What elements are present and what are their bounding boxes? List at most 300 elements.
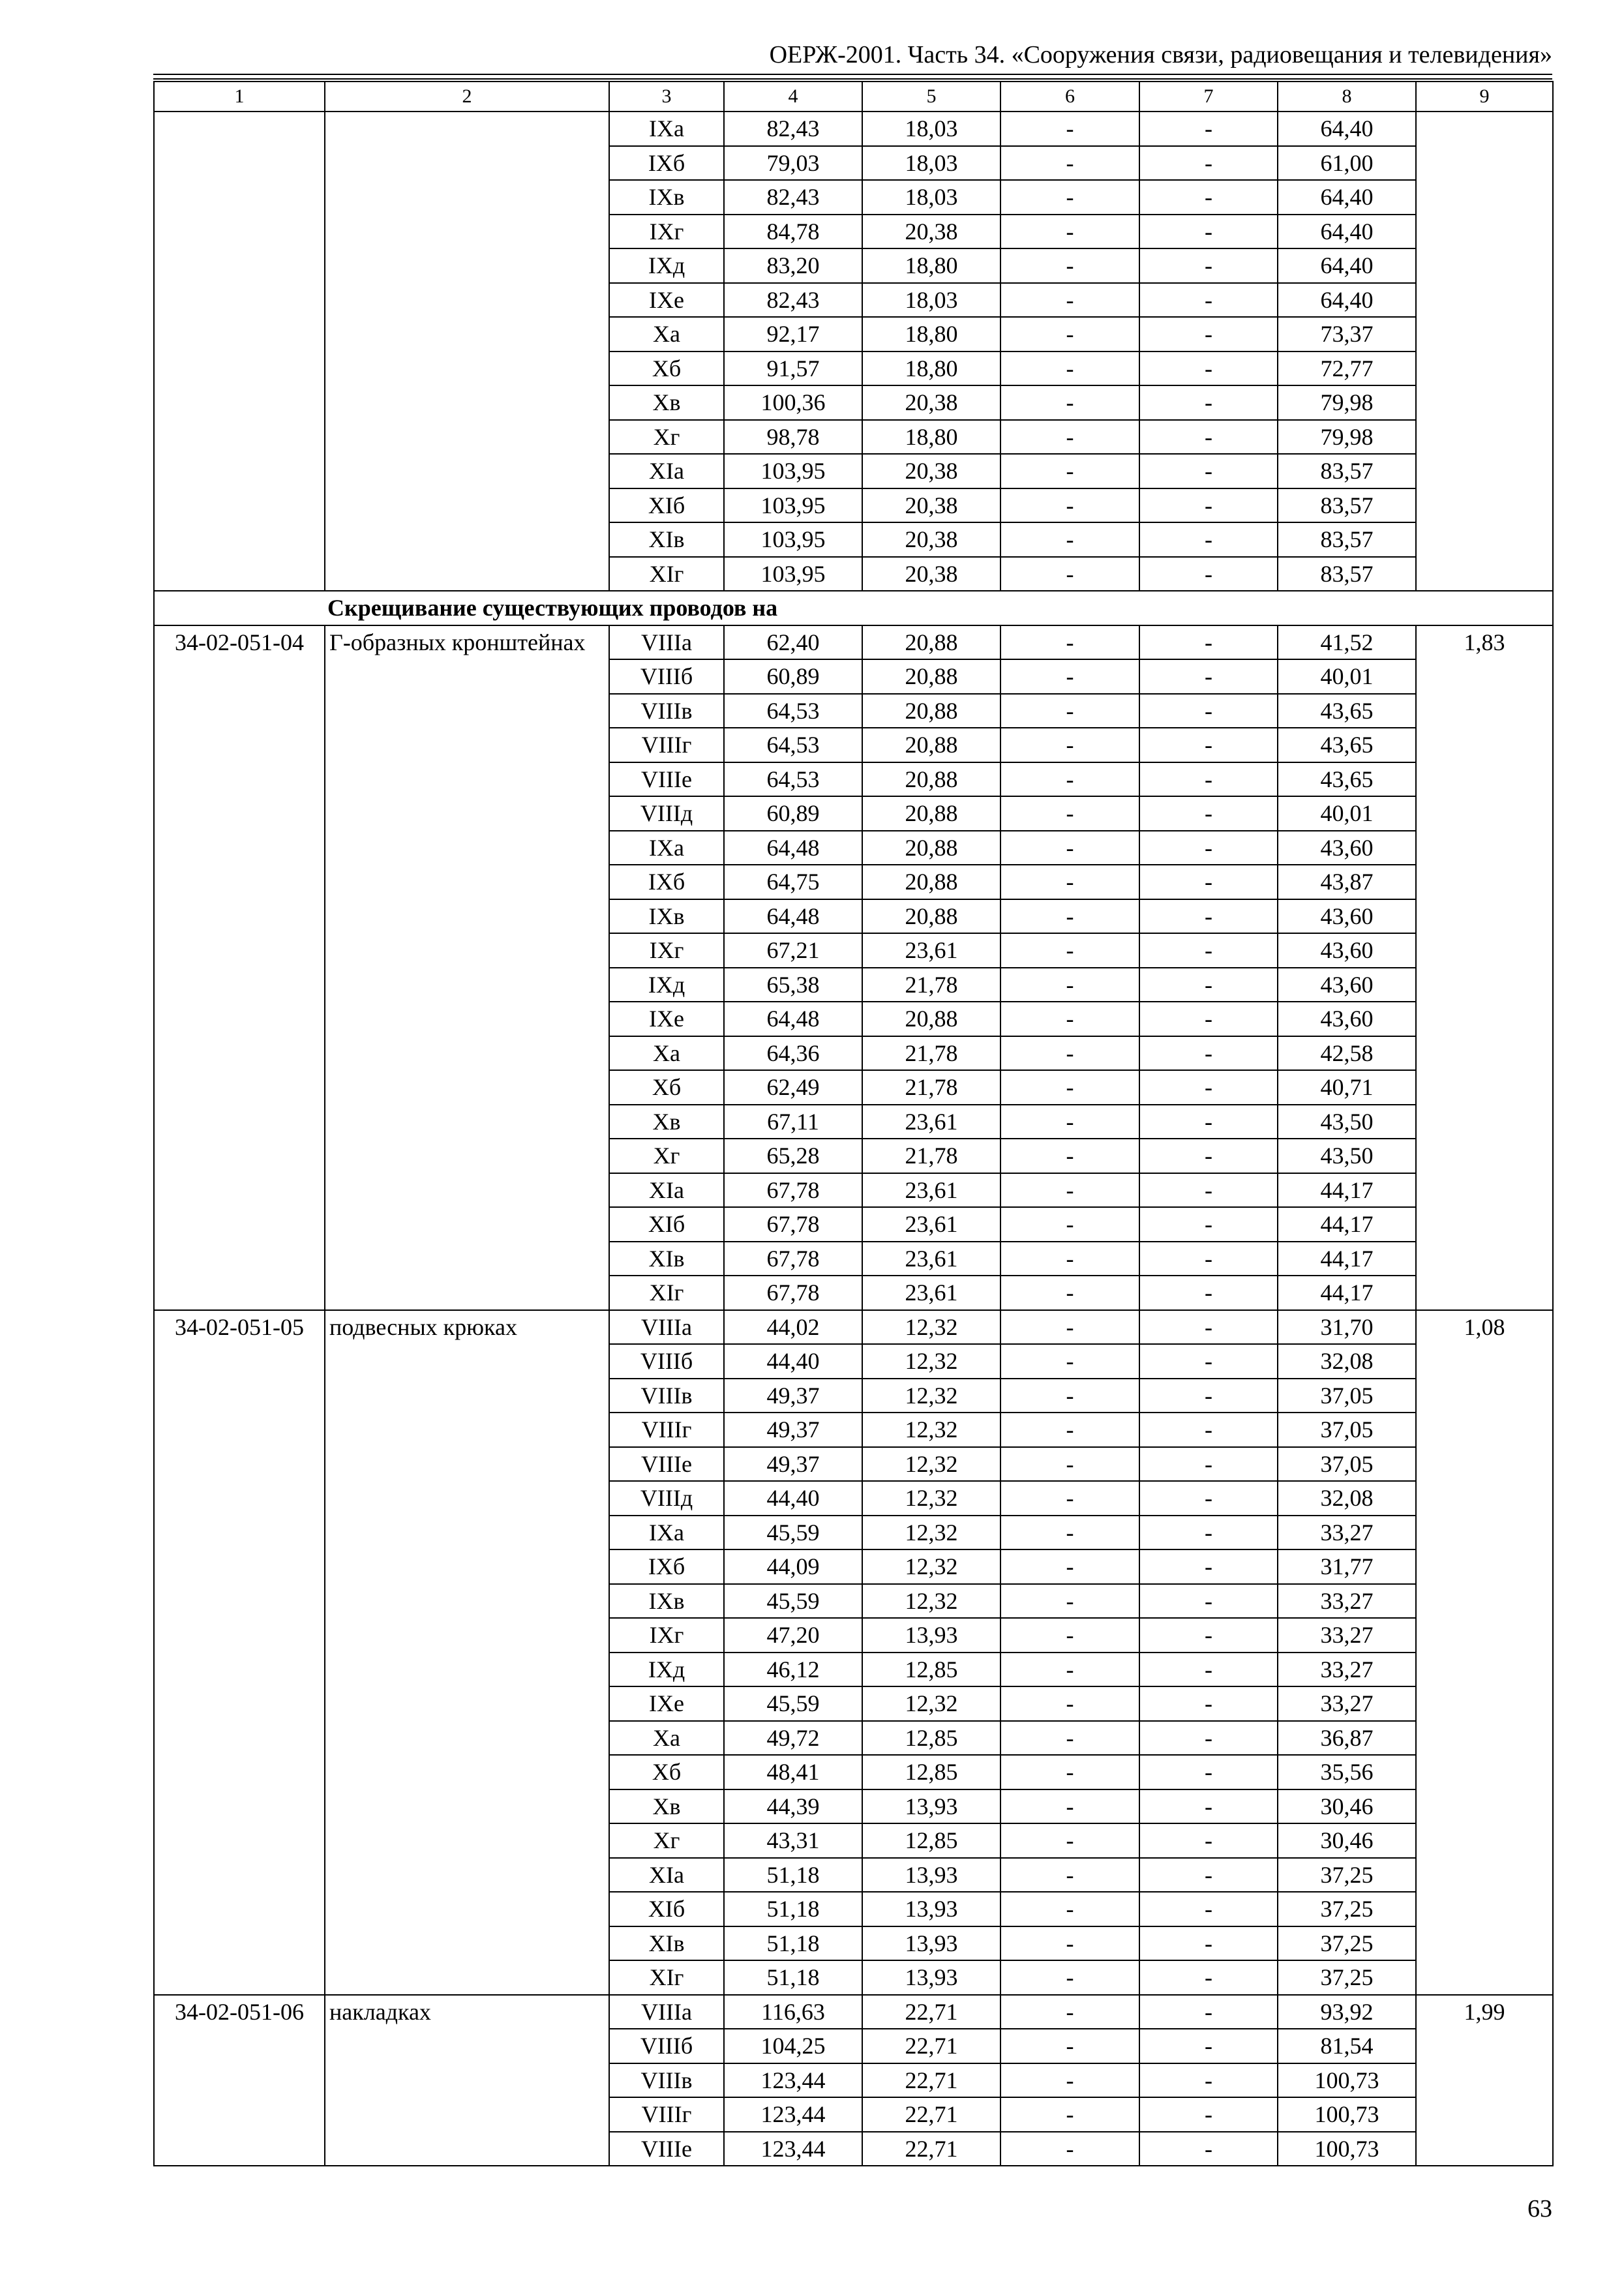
value-cell-col6: - xyxy=(1000,1036,1139,1071)
value-cell-col7: - xyxy=(1139,625,1278,660)
value-cell-col6: - xyxy=(1000,1207,1139,1242)
value-cell-col8: 37,05 xyxy=(1278,1379,1416,1413)
value-cell-col6: - xyxy=(1000,1447,1139,1482)
value-cell-col7: - xyxy=(1139,352,1278,386)
value-cell-col8: 32,08 xyxy=(1278,1344,1416,1379)
value-cell-col8: 64,40 xyxy=(1278,112,1416,146)
class-cell: IXа xyxy=(609,112,724,146)
value-cell-col5: 20,88 xyxy=(862,899,1000,934)
value-cell-col8: 43,60 xyxy=(1278,831,1416,865)
name-cell: подвесных крюках xyxy=(325,1310,609,1995)
value-cell-col4: 123,44 xyxy=(724,2063,862,2098)
value-cell-col6: - xyxy=(1000,2097,1139,2132)
value-cell-col8: 72,77 xyxy=(1278,352,1416,386)
value-cell-col7: - xyxy=(1139,146,1278,181)
value-cell-col4: 46,12 xyxy=(724,1653,862,1687)
value-cell-col7: - xyxy=(1139,2132,1278,2166)
value-cell-col6: - xyxy=(1000,146,1139,181)
value-cell-col4: 123,44 xyxy=(724,2132,862,2166)
document-title: ОЕРЖ-2001. Часть 34. «Сооружения связи, радиовещания и телевидения» xyxy=(769,41,1552,68)
class-cell: Xв xyxy=(609,385,724,420)
value-cell-col8: 37,25 xyxy=(1278,1858,1416,1893)
code-cell: 34-02-051-06 xyxy=(154,1995,325,2166)
class-cell: VIIIе xyxy=(609,762,724,797)
class-cell: IXв xyxy=(609,1584,724,1619)
value-cell-col5: 20,88 xyxy=(862,762,1000,797)
value-cell-col5: 12,32 xyxy=(862,1344,1000,1379)
value-cell-col8: 35,56 xyxy=(1278,1755,1416,1789)
value-cell-col7: - xyxy=(1139,1242,1278,1276)
value-cell-col4: 43,31 xyxy=(724,1823,862,1858)
value-cell-col4: 64,75 xyxy=(724,865,862,899)
value-cell-col5: 23,61 xyxy=(862,1105,1000,1139)
code-cell: 34-02-051-04 xyxy=(154,625,325,1310)
class-cell: IXг xyxy=(609,1618,724,1653)
value-cell-col8: 44,17 xyxy=(1278,1242,1416,1276)
value-cell-col7: - xyxy=(1139,933,1278,968)
value-cell-col7: - xyxy=(1139,488,1278,523)
value-cell-col8: 64,40 xyxy=(1278,180,1416,215)
class-cell: VIIIв xyxy=(609,2063,724,2098)
value-cell-col6: - xyxy=(1000,385,1139,420)
class-cell: VIIIб xyxy=(609,659,724,694)
value-cell-col8: 37,05 xyxy=(1278,1413,1416,1447)
column-number: 6 xyxy=(1000,82,1139,112)
value-cell-col4: 51,18 xyxy=(724,1926,862,1961)
value-cell-col7: - xyxy=(1139,1549,1278,1584)
value-cell-col4: 51,18 xyxy=(724,1960,862,1995)
value-cell-col5: 18,03 xyxy=(862,112,1000,146)
code-cell: 34-02-051-05 xyxy=(154,1310,325,1995)
value-cell-col5: 20,38 xyxy=(862,488,1000,523)
value-cell-col7: - xyxy=(1139,1823,1278,1858)
value-cell-col5: 12,32 xyxy=(862,1481,1000,1516)
value-cell-col6: - xyxy=(1000,2132,1139,2166)
value-cell-col4: 51,18 xyxy=(724,1858,862,1893)
value-cell-col6: - xyxy=(1000,659,1139,694)
value-cell-col4: 44,40 xyxy=(724,1481,862,1516)
value-cell-col5: 20,38 xyxy=(862,454,1000,488)
col9-cell: 1,83 xyxy=(1416,625,1553,1310)
class-cell: VIIIв xyxy=(609,694,724,728)
column-number: 3 xyxy=(609,82,724,112)
value-cell-col7: - xyxy=(1139,1447,1278,1482)
value-cell-col4: 82,43 xyxy=(724,283,862,318)
value-cell-col4: 67,78 xyxy=(724,1207,862,1242)
class-cell: VIIIд xyxy=(609,796,724,831)
value-cell-col7: - xyxy=(1139,694,1278,728)
value-cell-col4: 60,89 xyxy=(724,659,862,694)
value-cell-col4: 67,11 xyxy=(724,1105,862,1139)
value-cell-col7: - xyxy=(1139,1755,1278,1789)
value-cell-col7: - xyxy=(1139,283,1278,318)
value-cell-col8: 44,17 xyxy=(1278,1173,1416,1208)
class-cell: VIIIб xyxy=(609,2029,724,2063)
value-cell-col5: 23,61 xyxy=(862,1173,1000,1208)
value-cell-col6: - xyxy=(1000,1379,1139,1413)
class-cell: IXв xyxy=(609,180,724,215)
value-cell-col6: - xyxy=(1000,1344,1139,1379)
table-row xyxy=(154,1995,1553,2029)
class-cell: Xа xyxy=(609,1036,724,1071)
class-cell: VIIIг xyxy=(609,1413,724,1447)
name-cell: накладках xyxy=(325,1995,609,2166)
value-cell-col6: - xyxy=(1000,2029,1139,2063)
value-cell-col8: 73,37 xyxy=(1278,317,1416,352)
value-cell-col8: 83,57 xyxy=(1278,522,1416,557)
value-cell-col7: - xyxy=(1139,1379,1278,1413)
value-cell-col4: 64,53 xyxy=(724,728,862,762)
class-cell: XIб xyxy=(609,1892,724,1926)
value-cell-col6: - xyxy=(1000,1618,1139,1653)
value-cell-col8: 100,73 xyxy=(1278,2063,1416,2098)
value-cell-col5: 23,61 xyxy=(862,1242,1000,1276)
page-number: 63 xyxy=(1527,2195,1552,2222)
value-cell-col8: 32,08 xyxy=(1278,1481,1416,1516)
value-cell-col7: - xyxy=(1139,1105,1278,1139)
class-cell: Xв xyxy=(609,1105,724,1139)
value-cell-col6: - xyxy=(1000,865,1139,899)
value-cell-col5: 20,88 xyxy=(862,728,1000,762)
class-cell: XIг xyxy=(609,1960,724,1995)
value-cell-col7: - xyxy=(1139,248,1278,283)
value-cell-col4: 45,59 xyxy=(724,1516,862,1550)
value-cell-col6: - xyxy=(1000,180,1139,215)
value-cell-col4: 45,59 xyxy=(724,1584,862,1619)
value-cell-col8: 42,58 xyxy=(1278,1036,1416,1071)
value-cell-col7: - xyxy=(1139,1413,1278,1447)
value-cell-col8: 30,46 xyxy=(1278,1823,1416,1858)
class-cell: IXв xyxy=(609,899,724,934)
value-cell-col8: 37,05 xyxy=(1278,1447,1416,1482)
value-cell-col5: 12,85 xyxy=(862,1823,1000,1858)
class-cell: VIIIа xyxy=(609,625,724,660)
value-cell-col7: - xyxy=(1139,1139,1278,1173)
value-cell-col7: - xyxy=(1139,1653,1278,1687)
class-cell: XIа xyxy=(609,454,724,488)
value-cell-col6: - xyxy=(1000,831,1139,865)
class-cell: IXд xyxy=(609,248,724,283)
table-row xyxy=(154,112,1553,146)
value-cell-col7: - xyxy=(1139,1002,1278,1036)
value-cell-col5: 13,93 xyxy=(862,1858,1000,1893)
value-cell-col4: 98,78 xyxy=(724,420,862,455)
class-cell: Xг xyxy=(609,1823,724,1858)
value-cell-col4: 92,17 xyxy=(724,317,862,352)
value-cell-col4: 84,78 xyxy=(724,215,862,249)
value-cell-col8: 44,17 xyxy=(1278,1276,1416,1310)
table-row xyxy=(154,1310,1553,1345)
class-cell: IXб xyxy=(609,1549,724,1584)
value-cell-col6: - xyxy=(1000,728,1139,762)
value-cell-col7: - xyxy=(1139,454,1278,488)
value-cell-col7: - xyxy=(1139,1618,1278,1653)
value-cell-col8: 40,01 xyxy=(1278,796,1416,831)
value-cell-col7: - xyxy=(1139,796,1278,831)
value-cell-col6: - xyxy=(1000,1892,1139,1926)
value-cell-col8: 33,27 xyxy=(1278,1618,1416,1653)
value-cell-col5: 23,61 xyxy=(862,933,1000,968)
value-cell-col6: - xyxy=(1000,1789,1139,1824)
value-cell-col4: 100,36 xyxy=(724,385,862,420)
value-cell-col8: 43,87 xyxy=(1278,865,1416,899)
value-cell-col4: 48,41 xyxy=(724,1755,862,1789)
class-cell: IXе xyxy=(609,1002,724,1036)
name-cell: Г-образных кронштейнах xyxy=(325,625,609,1310)
class-cell: Xа xyxy=(609,1721,724,1756)
code-cell xyxy=(154,112,325,591)
class-cell: XIа xyxy=(609,1858,724,1893)
value-cell-col4: 49,37 xyxy=(724,1413,862,1447)
column-number: 2 xyxy=(325,82,609,112)
value-cell-col5: 22,71 xyxy=(862,2063,1000,2098)
value-cell-col7: - xyxy=(1139,659,1278,694)
value-cell-col8: 100,73 xyxy=(1278,2097,1416,2132)
value-cell-col7: - xyxy=(1139,968,1278,1002)
value-cell-col8: 83,57 xyxy=(1278,557,1416,591)
page-header xyxy=(153,38,1552,76)
column-number: 7 xyxy=(1139,82,1278,112)
value-cell-col4: 67,78 xyxy=(724,1276,862,1310)
value-cell-col4: 64,48 xyxy=(724,831,862,865)
table-body xyxy=(154,82,1553,2166)
rates-table xyxy=(153,81,1554,2166)
class-cell: VIIIа xyxy=(609,1995,724,2029)
value-cell-col8: 43,60 xyxy=(1278,1002,1416,1036)
value-cell-col6: - xyxy=(1000,1242,1139,1276)
value-cell-col5: 12,85 xyxy=(862,1755,1000,1789)
value-cell-col6: - xyxy=(1000,762,1139,797)
value-cell-col8: 33,27 xyxy=(1278,1516,1416,1550)
value-cell-col7: - xyxy=(1139,1481,1278,1516)
class-cell: XIб xyxy=(609,488,724,523)
value-cell-col4: 49,72 xyxy=(724,1721,862,1756)
value-cell-col8: 36,87 xyxy=(1278,1721,1416,1756)
value-cell-col6: - xyxy=(1000,1686,1139,1721)
value-cell-col6: - xyxy=(1000,215,1139,249)
value-cell-col4: 67,21 xyxy=(724,933,862,968)
value-cell-col4: 45,59 xyxy=(724,1686,862,1721)
value-cell-col6: - xyxy=(1000,1310,1139,1345)
value-cell-col4: 44,09 xyxy=(724,1549,862,1584)
value-cell-col7: - xyxy=(1139,762,1278,797)
value-cell-col7: - xyxy=(1139,1686,1278,1721)
value-cell-col4: 82,43 xyxy=(724,180,862,215)
class-cell: XIб xyxy=(609,1207,724,1242)
value-cell-col6: - xyxy=(1000,625,1139,660)
value-cell-col8: 43,60 xyxy=(1278,899,1416,934)
class-cell: VIIIд xyxy=(609,1481,724,1516)
value-cell-col6: - xyxy=(1000,283,1139,318)
value-cell-col5: 12,32 xyxy=(862,1413,1000,1447)
value-cell-col8: 41,52 xyxy=(1278,625,1416,660)
value-cell-col4: 64,53 xyxy=(724,694,862,728)
value-cell-col4: 62,40 xyxy=(724,625,862,660)
value-cell-col6: - xyxy=(1000,1105,1139,1139)
value-cell-col5: 18,80 xyxy=(862,352,1000,386)
value-cell-col5: 18,80 xyxy=(862,248,1000,283)
value-cell-col4: 103,95 xyxy=(724,557,862,591)
value-cell-col4: 47,20 xyxy=(724,1618,862,1653)
class-cell: VIIIв xyxy=(609,1379,724,1413)
value-cell-col8: 43,60 xyxy=(1278,968,1416,1002)
class-cell: XIв xyxy=(609,522,724,557)
value-cell-col5: 22,71 xyxy=(862,2029,1000,2063)
class-cell: IXа xyxy=(609,831,724,865)
value-cell-col4: 64,48 xyxy=(724,899,862,934)
value-cell-col5: 13,93 xyxy=(862,1960,1000,1995)
value-cell-col6: - xyxy=(1000,1721,1139,1756)
value-cell-col7: - xyxy=(1139,865,1278,899)
value-cell-col7: - xyxy=(1139,728,1278,762)
value-cell-col7: - xyxy=(1139,317,1278,352)
value-cell-col5: 20,38 xyxy=(862,557,1000,591)
value-cell-col8: 33,27 xyxy=(1278,1653,1416,1687)
value-cell-col5: 20,88 xyxy=(862,831,1000,865)
value-cell-col5: 12,32 xyxy=(862,1584,1000,1619)
class-cell: VIIIг xyxy=(609,728,724,762)
class-cell: IXд xyxy=(609,968,724,1002)
value-cell-col7: - xyxy=(1139,215,1278,249)
value-cell-col6: - xyxy=(1000,694,1139,728)
value-cell-col6: - xyxy=(1000,1823,1139,1858)
value-cell-col8: 64,40 xyxy=(1278,283,1416,318)
value-cell-col4: 64,36 xyxy=(724,1036,862,1071)
value-cell-col5: 20,88 xyxy=(862,796,1000,831)
value-cell-col7: - xyxy=(1139,1516,1278,1550)
value-cell-col8: 43,60 xyxy=(1278,933,1416,968)
value-cell-col4: 64,53 xyxy=(724,762,862,797)
value-cell-col5: 12,32 xyxy=(862,1447,1000,1482)
value-cell-col4: 62,49 xyxy=(724,1070,862,1105)
value-cell-col4: 64,48 xyxy=(724,1002,862,1036)
value-cell-col4: 65,38 xyxy=(724,968,862,1002)
value-cell-col6: - xyxy=(1000,352,1139,386)
value-cell-col5: 22,71 xyxy=(862,2132,1000,2166)
value-cell-col4: 103,95 xyxy=(724,488,862,523)
class-cell: IXа xyxy=(609,1516,724,1550)
table-row xyxy=(154,625,1553,660)
value-cell-col8: 64,40 xyxy=(1278,215,1416,249)
value-cell-col7: - xyxy=(1139,1207,1278,1242)
value-cell-col7: - xyxy=(1139,831,1278,865)
value-cell-col7: - xyxy=(1139,420,1278,455)
value-cell-col7: - xyxy=(1139,1276,1278,1310)
value-cell-col8: 61,00 xyxy=(1278,146,1416,181)
value-cell-col6: - xyxy=(1000,454,1139,488)
value-cell-col4: 44,39 xyxy=(724,1789,862,1824)
value-cell-col5: 18,03 xyxy=(862,283,1000,318)
value-cell-col6: - xyxy=(1000,1755,1139,1789)
value-cell-col7: - xyxy=(1139,557,1278,591)
value-cell-col7: - xyxy=(1139,1926,1278,1961)
value-cell-col5: 20,88 xyxy=(862,694,1000,728)
value-cell-col8: 81,54 xyxy=(1278,2029,1416,2063)
value-cell-col8: 44,17 xyxy=(1278,1207,1416,1242)
value-cell-col5: 18,03 xyxy=(862,180,1000,215)
value-cell-col8: 83,57 xyxy=(1278,488,1416,523)
value-cell-col7: - xyxy=(1139,1584,1278,1619)
column-number-row xyxy=(154,82,1553,112)
value-cell-col4: 44,40 xyxy=(724,1344,862,1379)
class-cell: IXг xyxy=(609,933,724,968)
value-cell-col5: 20,88 xyxy=(862,865,1000,899)
value-cell-col8: 43,50 xyxy=(1278,1105,1416,1139)
value-cell-col5: 18,80 xyxy=(862,317,1000,352)
value-cell-col5: 12,32 xyxy=(862,1516,1000,1550)
value-cell-col4: 116,63 xyxy=(724,1995,862,2029)
value-cell-col7: - xyxy=(1139,899,1278,934)
value-cell-col4: 67,78 xyxy=(724,1242,862,1276)
value-cell-col8: 37,25 xyxy=(1278,1960,1416,1995)
class-cell: IXд xyxy=(609,1653,724,1687)
value-cell-col4: 83,20 xyxy=(724,248,862,283)
class-cell: XIг xyxy=(609,557,724,591)
value-cell-col5: 23,61 xyxy=(862,1207,1000,1242)
value-cell-col8: 37,25 xyxy=(1278,1926,1416,1961)
class-cell: IXе xyxy=(609,283,724,318)
value-cell-col5: 22,71 xyxy=(862,1995,1000,2029)
value-cell-col8: 30,46 xyxy=(1278,1789,1416,1824)
class-cell: Xа xyxy=(609,317,724,352)
value-cell-col4: 103,95 xyxy=(724,522,862,557)
value-cell-col8: 83,57 xyxy=(1278,454,1416,488)
section-row xyxy=(154,591,1553,625)
column-number: 4 xyxy=(724,82,862,112)
value-cell-col5: 20,88 xyxy=(862,659,1000,694)
value-cell-col4: 103,95 xyxy=(724,454,862,488)
value-cell-col4: 51,18 xyxy=(724,1892,862,1926)
column-number: 8 xyxy=(1278,82,1416,112)
value-cell-col6: - xyxy=(1000,1413,1139,1447)
class-cell: Xв xyxy=(609,1789,724,1824)
class-cell: XIг xyxy=(609,1276,724,1310)
class-cell: IXб xyxy=(609,146,724,181)
value-cell-col6: - xyxy=(1000,1549,1139,1584)
value-cell-col7: - xyxy=(1139,2029,1278,2063)
value-cell-col4: 60,89 xyxy=(724,796,862,831)
value-cell-col4: 82,43 xyxy=(724,112,862,146)
value-cell-col5: 20,38 xyxy=(862,385,1000,420)
value-cell-col7: - xyxy=(1139,1070,1278,1105)
value-cell-col6: - xyxy=(1000,112,1139,146)
value-cell-col6: - xyxy=(1000,1995,1139,2029)
value-cell-col7: - xyxy=(1139,1789,1278,1824)
column-number: 5 xyxy=(862,82,1000,112)
value-cell-col5: 18,03 xyxy=(862,146,1000,181)
class-cell: XIв xyxy=(609,1242,724,1276)
value-cell-col4: 49,37 xyxy=(724,1379,862,1413)
value-cell-col4: 49,37 xyxy=(724,1447,862,1482)
class-cell: Xг xyxy=(609,420,724,455)
value-cell-col6: - xyxy=(1000,248,1139,283)
value-cell-col8: 100,73 xyxy=(1278,2132,1416,2166)
value-cell-col6: - xyxy=(1000,1926,1139,1961)
value-cell-col6: - xyxy=(1000,1653,1139,1687)
name-cell xyxy=(325,112,609,591)
value-cell-col6: - xyxy=(1000,2063,1139,2098)
value-cell-col5: 13,93 xyxy=(862,1789,1000,1824)
value-cell-col8: 31,77 xyxy=(1278,1549,1416,1584)
value-cell-col7: - xyxy=(1139,1344,1278,1379)
value-cell-col8: 64,40 xyxy=(1278,248,1416,283)
value-cell-col5: 13,93 xyxy=(862,1892,1000,1926)
class-cell: Xб xyxy=(609,1070,724,1105)
value-cell-col5: 22,71 xyxy=(862,2097,1000,2132)
class-cell: VIIIг xyxy=(609,2097,724,2132)
value-cell-col7: - xyxy=(1139,2097,1278,2132)
col9-cell: 1,08 xyxy=(1416,1310,1553,1995)
